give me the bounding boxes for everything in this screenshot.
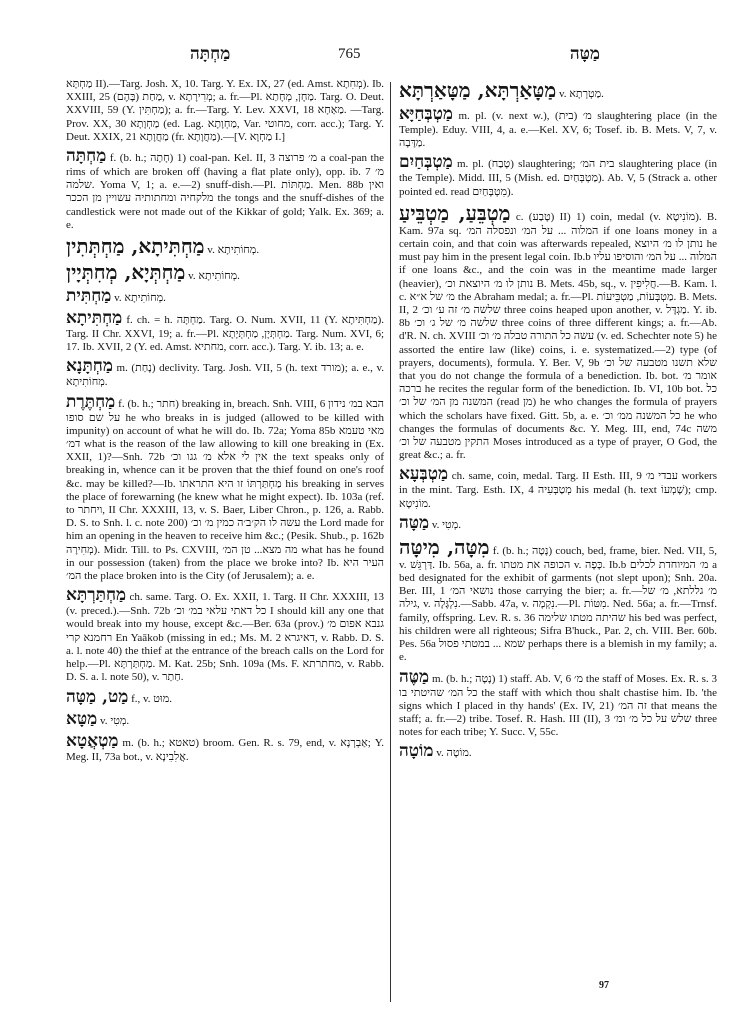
entry-text: m. (b. h.; נָטָה) 1) staff. Ab. V, 6 מ׳ the staff of Moses. Ex. R. s. 3 כל המ׳ שהיטתי בו the staff with which thou shalt chastise him. Ib. 'the signs which I placed in thy hands' (Ex. IV, 21) זה המ׳ that means the staff; a. fr.—2) tribe. Tosef. R. Hash. III (II), 3 שלש על כל מ׳ ומ׳ three notes for each tribe; Y. Succ. V, 55c. [399,672,717,739]
entry-text: v. מְטִי. [100,714,130,727]
entry-headword: מַחְתַּרְתָּא [66,585,127,606]
dictionary-entry [399,667,717,740]
entry-headword: מִטָּה, מִיטָּה [399,534,490,559]
entry-text: f. (b. h.; נָטָה) couch, bed, frame, bier. Ned. VII, 5, v. דַּרְגֵּשׁ. Ib. 56a, a. fr. הכופה את מטתו v. כָּפָה. Ib.b מ׳ המיוחדת לכלים a bed designated for the exhibit of garments (not slept upon); Snh. 20a. Ber. III, 1 נושאי המ׳ those carrying the bier; a. fr.—מ׳ גללתא, מ׳ של גילה, v. נִלְגָּלָה.—Sabb. 47a, v. נִקְמָה.—Pl. מִטּוֹת. Ned. 56a; a. fr.—Trnsf. family, offspring. Lev. R. s. 36 שהיתה מטתו שלימה his bed was perfect, his children were all righteous; Sifra B'huck., Par. 2, ch. VIII. Ber. 60b. Pes. 56a שמא ... במטתי פסול perhaps there is a blemish in my family; a. e. [399,544,717,664]
dictionary-entry [399,152,717,198]
running-headword-right: מַטָּה [569,44,600,64]
entry-headword: מַטֶּה [399,666,430,687]
entry-text: ch. same. Targ. O. Ex. XXII, 1. Targ. II Chr. XXXIII, 13 (v. preced.).—Snh. 72b כל דאתי עלאי במ׳ וכ׳ I should kill any one that would break into my house, except &c.—Ber. 63a (prov.) גנבא אפום מ׳ רחמנא קרי En Yaākob (missing in ed.; Ms. M. 2 דאיגרא, v. Rabb. D. S. a. l. note 40) the thief at the entrance of the breach calls on the Lord for help.—Pl. מַחְתַּרְתָּא. M. Kat. 25b; Snh. 109a (Ms. F. מחתרתא, v. Rabb. D. S. a. l. note 50), v. חַתַר. [66,591,384,684]
entry-text: f., v. מוּט. [131,692,172,705]
entry-text: v. מוֹטָה. [436,747,472,760]
dictionary-entry [66,234,384,258]
dictionary-entry [66,260,384,284]
entry-text: f. (b. h.; חָתָה) 1) coal-pan. Kel. II, 3 מ׳ פרוצה a coal-pan the rims of which are broken off (having a flat plate only), opp. ib. 7 מ׳ שלמה. Yoma V, 1; a. e.—2) snuff-dish.—Pl. מַחְתּוֹת. Men. 88b ואין מלקחיה ומחתותיה עשויין מן הככר the tongs and the snuff-dishes of the candlestick were not made out of the Kikkar of gold; Yalk. Ex. 369; a. e. [66,152,384,231]
entry-text: f. (b. h.; חתר) breaking in, breach. Snh. VIII, 6 הבא במ׳ נידון על שם סופו he who breaks in is judged (allowed to be killed with impunity) on account of what he will do. Ib. 72a; Yoma 85b מאי טעמא דמ׳ what is the reason of the law allowing to kill one breaking in (Ex. XXII, 1)?—Snh. 72b אין לי אלא מ׳ גגו וכ׳ the text speaks only of breaking in, whence can it be proven that the thief found on one's roof &c. may be killed?—Ib. מַחְתַּרְתּוֹ זו היא התראתו his breaking in serves the place of forewarning (he knew what he might expect). Ib. 103a (ref. to ויחתר, II Chr. XXXIII, 13, v. S. Baer, Liber Chron., p. 126, a. Rabb. D. S. to Snh. l. c. note 200) עשה לו הק׳ב׳ה כמין מ׳ וכ׳ the Lord made for him an opening in the heaven to receive him &c.; (Pesik. Shub., p. 162b מְחִירָה). Midr. Till. to Ps. CXVIII, מה מצא... טן המ׳ what has he found in our possession (taken) from the place we broke into? Ib. העיר היא המ׳ the place broken into is the City (of Jerusalem); a. e. [66,397,384,583]
entry-headword: מַטְבֵּעַ, מַטְבֵּיעַ [399,200,511,225]
dictionary-entry [399,201,717,463]
dictionary-entry [399,535,717,665]
dictionary-entry [66,308,384,354]
entry-text: m. (b. h.; טאטא) broom. Gen. R. s. 79, end, v. אַבְרְנָא; Y. Meg. II, 73a bot., v. אֲלִבִינָא. [66,736,384,763]
entry-headword: מַחְתְּיָא, מְחִתְּיָין [66,260,186,285]
entry-headword: מוֹטָה [399,741,434,762]
right-column [399,78,717,978]
entry-headword: מַטְבְּעָא [399,464,449,485]
page-number: 765 [338,46,361,62]
dictionary-entry [66,392,384,584]
entry-text: m. (נָחַת) declivity. Targ. Josh. VII, 5 (h. text מורד); a. e., v. מְחוֹתִיתָא. [66,362,384,389]
entry-headword: מַטְאֲטָא [66,730,119,751]
entry-text: v. מְטִי. [431,518,461,531]
dictionary-entry [66,687,384,707]
dictionary-entry [66,146,384,232]
entry-headword: מַטָּה [399,512,430,533]
entry-text: c. (טָבַע) II) 1) coin, medal (v. מוֹנִיטָא). B. Kam. 97a sq. המלוה ... על המ׳ ונפסלה המ׳ if one loans money in a certain coin, and that coin was afterwards repealed, נותן לו מ׳ היוצא he must pay him in the present legal coin. Ib.b המלוה ... על המ׳ והוסיפו עליו if one loans &c., and the coin was in the meantime made larger (heavier), נותן לו מ׳ היוצאת וכ׳ B. Mets. 45b, sq., v. חֲלִיפִין.—B. Kam. l. c. מ׳ של א״א the Abraham medal; a. fr.—Pl. מַטְבְּעוֹת, מַטְבֵּיעוֹת. B. Mets. II, 2 שלשה מ׳ זה ע׳ וכ׳ three coins heaped upon another, v. מַגְדָּל. Y. ib. 8b שלשה מ׳ של ג׳ וכ׳ three coins of three different kings; a. fr.—Ab. d'R. N. ch. XVIII עשה כל התורה טבלה מ׳ וכ׳ (v. ed. Schechter note 5) he assorted the entire law (like) coins, i. e. systematized.—2) type (of prayers, documents), formula. Y. Ber. V, 9b שלא תשנו מטבעה של וכ׳ that you do not change the formula of a benediction. Ib. bot. אומר מ׳ ברכה he recites the regular form of the benediction. Ib. VI, 10b bot. כל המשנה מן המ׳ של וכ׳ (read מן) he who changes the formula of prayers which the scholars have fixed. Gitt. 5b, a. e. כל המשנה ממ׳ וכ׳ he who changes the formulas of documents &c. Y. Meg. III, end, 74c משה התקין מטבעה של וכ׳ Moses introduced as a type of prayer, O God, the great &c.; a. fr. [399,210,717,462]
entry-headword: מַחְתָּנָא [66,356,113,377]
entry-headword: מַחְתִּית [66,286,112,307]
column-divider [390,82,391,1002]
entry-headword: מַטָּאַרְתָּא, מַטָּאַרְתָּא [399,78,557,102]
dictionary-entry [66,709,384,729]
dictionary-entry [66,78,384,144]
entry-headword: מַטְבְּחַיָּא [399,104,453,124]
entry-headword: מַחְתִּיתָא [66,308,123,329]
entry-headword: מַטְבְּחַיִם [399,152,453,173]
page-header [60,44,680,70]
entry-text: מַחְתָּא II).—Targ. Josh. X, 10. Targ. Y. Ex. IX, 27 (ed. Amst. מְחִתָא). Ib. XXIII, 25 מַחַת (בָּהֶם), v. מְרִירָתָא; a. fr.—Pl. מַחָן, מְחָתַא. Targ. O. Deut. XXVIII, 59 (Y. מַחְתִּין); a. fr.—Targ. Y. Lev. XXVI, 18 מַאַחָא. —Targ. Prov. XX, 30 מַחְוָתָא (ed. Lag. מַחְוָתָא, Var. מחוטי, corr. acc.); Targ. Y. Deut. XXIX, 21 מַחֲוָתָא (fr. מַחֲוָתָא).—[V. מַחְוָא I.] [66,78,384,143]
dictionary-entry [66,356,384,389]
signature-mark: 97 [599,980,609,991]
entry-text: v. מְחוֹתִיתָא. [207,244,260,257]
dictionary-entry [399,513,717,533]
left-column [66,78,384,1006]
entry-text: v. מַטְרְתָא. [558,88,604,100]
entry-headword: מַחְתֶּרֶת [66,391,116,412]
dictionary-entry [66,731,384,764]
dictionary-entry [399,104,717,150]
entry-text: v. מְחוֹתִיתָא. [114,292,166,305]
entry-headword: מַחְתִּיתָא, מַחְתְּתִין [66,234,205,259]
entry-text: f. ch. = h. מַחְתָּה. Targ. O. Num. XVII, 11 (Y. מַחְתִּיתָא). Targ. II Chr. XXVI, 19; a. fr.—Pl. מַחְתְּיָן, מַחְתְּיָתָא. Targ. Num. XVI, 6; 17. Ib. XVII, 2 (Y. ed. Amst. מחתיא, corr. acc.). Targ. Y. ib. 13; a. e. [66,314,384,354]
dictionary-entry [399,78,717,102]
dictionary-entry [66,286,384,306]
dictionary-entry [399,464,717,510]
entry-headword: מַחְתָּה [66,146,107,167]
entry-text: ch. same, coin, medal. Targ. II Esth. III, 9 עבדי מ׳ workers in the mint. Targ. Esth. IX, 4 מְטַבְּעִיה his medal (h. text שָׁמְעוֹ); cmp. מוֹנִיטָא. [399,470,717,510]
running-headword-left: מַחְתָּה [190,44,231,64]
entry-text: m. pl. (טָבַח) slaughtering; בית המ׳ slaughtering place (in the Temple). Midd. III, 5 (Mish. ed. מַטְבְּחַיִם). Ab. V, 5 (Strack a. other pointed ed. read מִטְבָּחַיִם). [399,158,717,198]
entry-text: m. pl. (v. next w.), (בית) מ׳ slaughtering place (in the Temple). Eduy. VIII, 4, a. e.—Kel. XV, 6; Tosef. ib. B. Mets. V, 7, v. מַדָּבָה. [399,110,717,150]
entry-text: v. מְחוֹתִיתָא. [188,270,240,283]
entry-headword: מַטָּא [66,708,98,729]
dictionary-entry [399,741,717,761]
dictionary-entry [66,585,384,684]
entry-headword: מַט, מַטָּה [66,686,129,707]
